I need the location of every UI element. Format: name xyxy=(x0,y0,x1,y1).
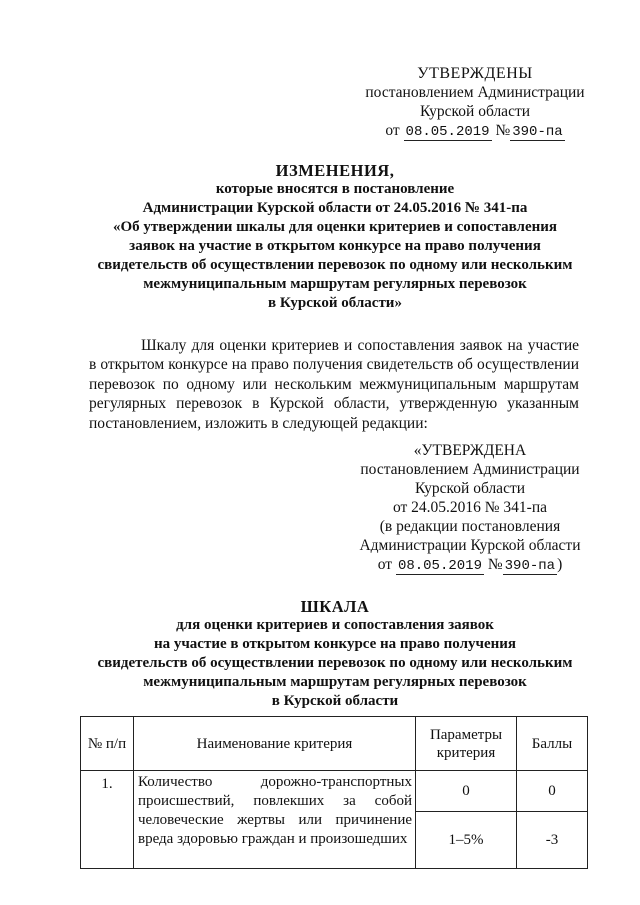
row-param-2: 1–5% xyxy=(416,812,517,869)
date-prefix: от xyxy=(385,122,400,139)
approval-date-line xyxy=(355,121,595,142)
date-prefix: от xyxy=(377,556,393,573)
scale-heading-line: в Курской области xyxy=(271,693,399,709)
scale-heading-line: для оценки критериев и сопоставления заявок xyxy=(176,617,494,633)
approval-line-1: постановлением Администрации xyxy=(365,84,585,101)
header-cell-number: № п/п xyxy=(81,717,134,771)
approval2-date-line: от 08.05.2019 № 390-па ) xyxy=(377,556,563,574)
approval2-title: «УТВЕРЖДЕНА xyxy=(413,442,527,459)
number-prefix: № xyxy=(495,122,511,139)
changes-title: ИЗМЕНЕНИЯ, xyxy=(275,161,395,180)
approval-number: 390-па xyxy=(512,124,563,140)
heading-line: Администрации Курской области от 24.05.2016 № 341-па xyxy=(142,200,528,216)
heading-line: «Об утверждении шкалы для оценки критериев и сопоставления xyxy=(112,219,558,235)
approval2-line-2: Курской области xyxy=(414,480,526,497)
scale-heading xyxy=(80,597,590,711)
approval2-line-3: от 24.05.2016 № 341-па xyxy=(392,499,548,516)
approval-line-2: Курской области xyxy=(419,103,531,120)
approval2-line-4: (в редакции постановления xyxy=(379,518,561,535)
row-points-2: -3 xyxy=(517,812,588,869)
heading-line: в Курской области» xyxy=(268,295,402,311)
approval2-date: 08.05.2019 xyxy=(397,558,482,574)
approval-title: УТВЕРЖДЕНЫ xyxy=(417,65,533,82)
table-header-row xyxy=(81,717,588,771)
approval2-number: 390-па xyxy=(504,558,556,574)
heading-line: заявок на участие в открытом конкурсе на право получения xyxy=(129,238,541,254)
scale-heading-line: свидетельств об осуществлении перевозок по одному или нескольким xyxy=(97,655,573,671)
changes-heading xyxy=(80,161,590,313)
header-cell-name: Наименование критерия xyxy=(134,717,416,771)
heading-line: свидетельств об осуществлении перевозок по одному или нескольким xyxy=(97,257,573,273)
approval2-line-1: постановлением Администрации xyxy=(360,461,580,478)
scale-heading-line: на участие в открытом конкурсе на право получения xyxy=(153,636,517,652)
approval-date: 08.05.2019 xyxy=(405,124,490,140)
row-points-1: 0 xyxy=(517,771,588,812)
header-cell-points: Баллы xyxy=(517,717,588,771)
heading-line: межмуниципальным маршрутам регулярных перевозок xyxy=(143,276,527,292)
header-cell-params: Параметры критерия xyxy=(416,717,517,771)
row-criterion-name: Количество дорожно-транспортных происшествий, повлекших за собой человеческие жертвы или причинение вреда здоровью граждан и произошедших xyxy=(134,771,416,869)
paragraph-text: Шкалу для оценки критериев и сопоставления заявок на участие в открытом конкурсе на право получения свидетельств об осуществлении перевозок по одному или нескольким межмуниципальным маршрутам регулярных перевозок в Курской области, утвержденную указанным постановлением, изложить в следующей редакции: xyxy=(89,337,579,432)
approval-block-top xyxy=(355,64,595,142)
heading-line: которые вносятся в постановление xyxy=(215,181,455,197)
number-prefix: № xyxy=(487,556,503,573)
criteria-table xyxy=(80,716,588,869)
approval2-line-5: Администрации Курской области xyxy=(359,537,581,554)
row-number: 1. xyxy=(81,771,134,869)
row-param-1: 0 xyxy=(416,771,517,812)
body-paragraph xyxy=(89,336,579,433)
approval-block-second xyxy=(350,441,590,576)
scale-title: ШКАЛА xyxy=(300,597,370,616)
table-row xyxy=(81,771,588,812)
scale-heading-line: межмуниципальным маршрутам регулярных перевозок xyxy=(143,674,527,690)
